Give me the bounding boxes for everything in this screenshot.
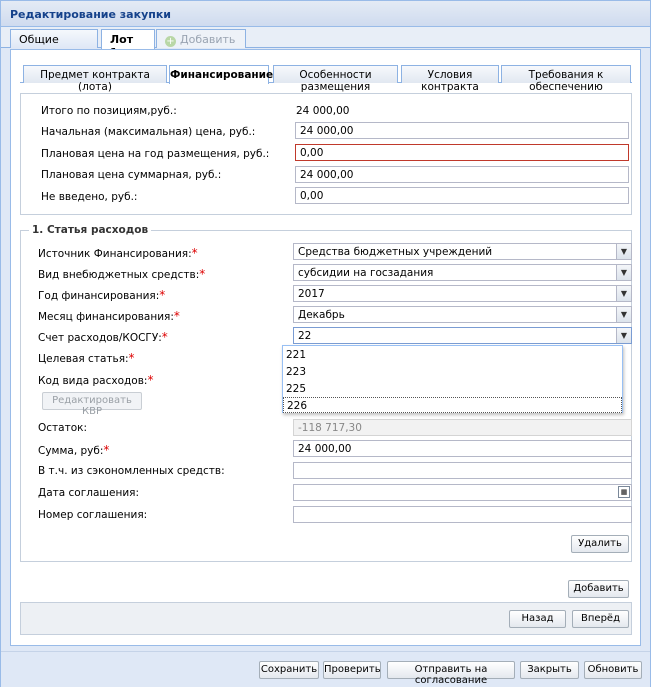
dropdown-option[interactable]: 225 [286,383,307,395]
month-label-text: Месяц финансирования: [38,311,174,323]
kvr-label [38,373,153,387]
account-select[interactable] [293,327,632,344]
refresh-button[interactable]: Обновить [584,661,642,679]
footer-toolbar [1,651,650,687]
month-select-value: Декабрь [298,309,345,321]
edit-kvr-button[interactable]: Редактировать КВР [42,392,142,410]
not-entered-input[interactable]: 0,00 [295,187,629,204]
account-label [38,330,168,344]
chevron-down-icon[interactable]: ▼ [616,328,631,343]
total-value: 24 000,00 [296,105,350,117]
extrabudget-label-text: Вид внебюджетных средств: [38,269,200,281]
required-mark: * [147,373,154,387]
delete-button[interactable]: Удалить [571,535,629,553]
chevron-down-icon[interactable]: ▼ [616,244,631,259]
required-mark: * [159,288,166,302]
summary-fieldset [20,93,632,215]
agreement-date-input[interactable] [293,484,632,501]
save-button[interactable]: Сохранить [259,661,319,679]
savings-label: В т.ч. из сэкономленных средств: [38,465,225,477]
tab-general[interactable] [10,29,98,48]
navigation-panel [20,602,632,635]
check-button[interactable]: Проверить [323,661,381,679]
expense-legend: 1. Статья расходов [29,224,151,236]
dropdown-option-selected[interactable]: 226 [283,397,622,413]
tab-add-lot-label: Добавить [180,33,236,46]
month-select[interactable] [293,306,632,323]
required-mark: * [103,443,110,457]
tab-security-requirements[interactable]: Требования к обеспечению [501,65,631,83]
required-mark: * [161,330,168,344]
tab-placement[interactable]: Особенности размещения [273,65,398,83]
inner-tab-strip [20,64,632,93]
extrabudget-select[interactable] [293,264,632,281]
account-select-value: 22 [298,330,312,342]
initial-price-label: Начальная (максимальная) цена, руб.: [41,126,256,138]
target-label-text: Целевая статья: [38,353,129,365]
tab-lot-1[interactable] [101,29,155,49]
year-select[interactable] [293,285,632,302]
planned-total-label: Плановая цена суммарная, руб.: [41,169,222,181]
agreement-number-input[interactable] [293,506,632,523]
target-label [38,351,135,365]
dropdown-option[interactable]: 221 [286,349,307,361]
tab-contract-terms[interactable]: Условия контракта [401,65,499,83]
initial-price-input[interactable]: 24 000,00 [295,122,629,139]
window-title: Редактирование закупки [1,1,650,27]
send-for-approval-button[interactable]: Отправить на согласование [387,661,515,679]
required-mark: * [191,246,198,260]
required-mark: * [128,351,135,365]
agreement-number-label: Номер соглашения: [38,509,148,521]
account-label-text: Счет расходов/КОСГУ: [38,332,162,344]
source-select[interactable] [293,243,632,260]
add-button[interactable]: Добавить [568,580,629,598]
savings-input[interactable] [293,462,632,479]
remainder-label: Остаток: [38,422,88,434]
agreement-date-label: Дата соглашения: [38,487,139,499]
required-mark: * [173,309,180,323]
close-button[interactable]: Закрыть [520,661,579,679]
tab-contract-subject[interactable]: Предмет контракта (лота) [23,65,167,83]
dropdown-option[interactable]: 223 [286,366,307,378]
planned-total-input[interactable]: 24 000,00 [295,166,629,183]
back-button[interactable]: Назад [509,610,566,628]
calendar-icon[interactable]: ▦ [618,486,630,498]
required-mark: * [199,267,206,281]
chevron-down-icon[interactable]: ▼ [616,286,631,301]
source-label-text: Источник Финансирования: [38,248,192,260]
year-select-value: 2017 [298,288,325,300]
source-select-value: Средства бюджетных учреждений [298,246,493,258]
plus-circle-icon: + [166,36,175,47]
total-label: Итого по позициям,руб.: [41,105,177,117]
planned-year-label: Плановая цена на год размещения, руб.: [41,148,270,160]
source-label [38,246,198,260]
year-label-text: Год финансирования: [38,290,160,302]
planned-year-input[interactable]: 0,00 [295,144,629,161]
sum-label [38,443,109,457]
extrabudget-select-value: субсидии на госзадания [298,267,434,279]
extrabudget-label [38,267,205,281]
month-label [38,309,180,323]
tab-lot-1-label: Лот [110,33,134,46]
not-entered-label: Не введено, руб.: [41,191,138,203]
year-label [38,288,165,302]
tab-add-lot[interactable] [156,29,246,48]
chevron-down-icon[interactable]: ▼ [616,265,631,280]
kvr-label-text: Код вида расходов: [38,375,148,387]
tab-general-label: Общие [19,33,59,46]
tab-financing[interactable]: Финансирование [169,65,269,84]
chevron-down-icon[interactable]: ▼ [616,307,631,322]
remainder-input: -118 717,30 [293,419,632,436]
kosgu-dropdown-list [282,345,623,413]
sum-input[interactable]: 24 000,00 [293,440,632,457]
forward-button[interactable]: Вперёд [572,610,629,628]
sum-label-text: Сумма, руб: [38,445,104,457]
top-tab-strip [1,27,650,48]
